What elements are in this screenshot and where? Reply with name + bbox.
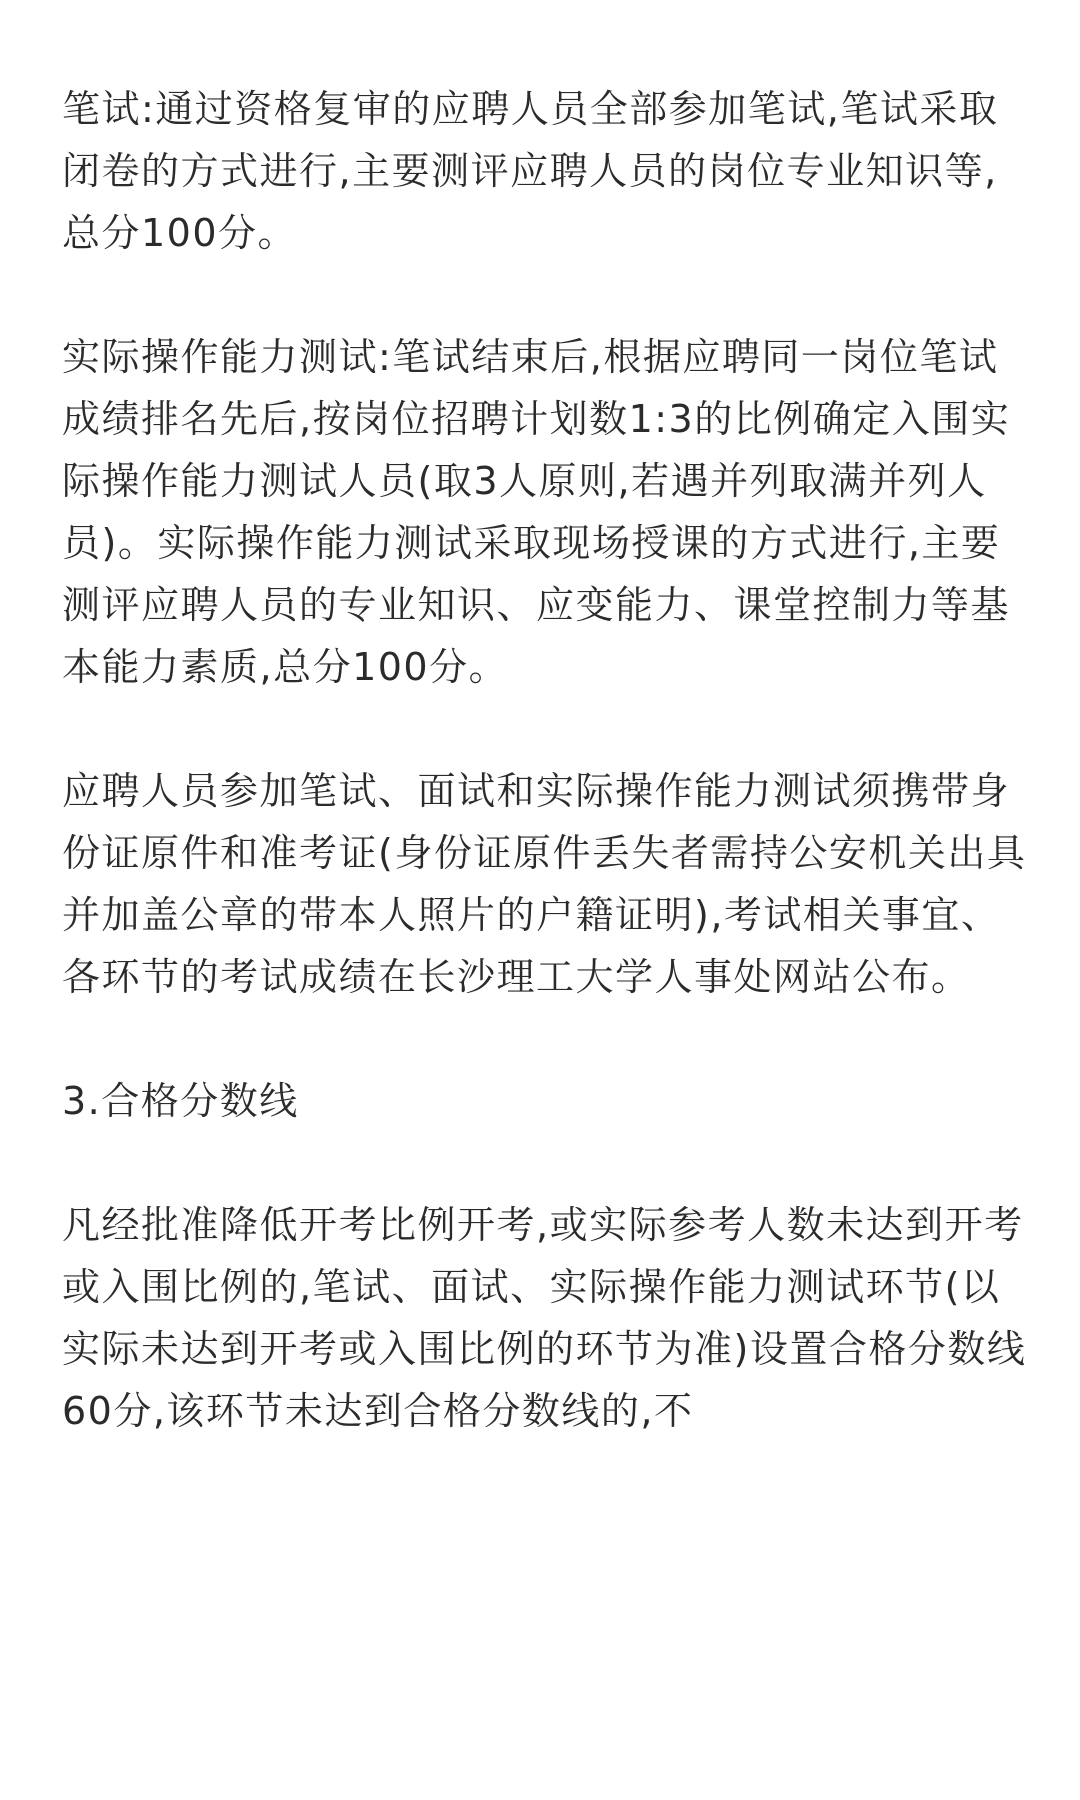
paragraph-practical-test: 实际操作能力测试:笔试结束后,根据应聘同一岗位笔试成绩排名先后,按岗位招聘计划数1:3的比例确定入围实际操作能力测试人员(取3人原则,若遇并列取满并列人员)。实际操作能力测试采取现场授课的方式进行,主要测评应聘人员的专业知识、应变能力、课堂控制力等基本能力素质,总分100分。 — [62, 335, 1011, 689]
paragraph-written-exam: 笔试:通过资格复审的应聘人员全部参加笔试,笔试采取闭卷的方式进行,主要测评应聘人员的岗位专业知识等,总分100分。 — [62, 87, 999, 255]
paragraph-passing-score: 凡经批准降低开考比例开考,或实际参考人数未达到开考或入围比例的,笔试、面试、实际操作能力测试环节(以实际未达到开考或入围比例的环节为准)设置合格分数线60分,该环节未达到合格分数线的,不 — [62, 1203, 1027, 1433]
paragraph-id-requirements: 应聘人员参加笔试、面试和实际操作能力测试须携带身份证原件和准考证(身份证原件丢失者需持公安机关出具并加盖公章的带本人照片的户籍证明),考试相关事宜、各环节的考试成绩在长沙理工大学人事处网站公布。 — [62, 769, 1027, 999]
article-body — [62, 78, 1027, 1442]
section-heading-passing-score: 3.合格分数线 — [62, 1079, 299, 1123]
